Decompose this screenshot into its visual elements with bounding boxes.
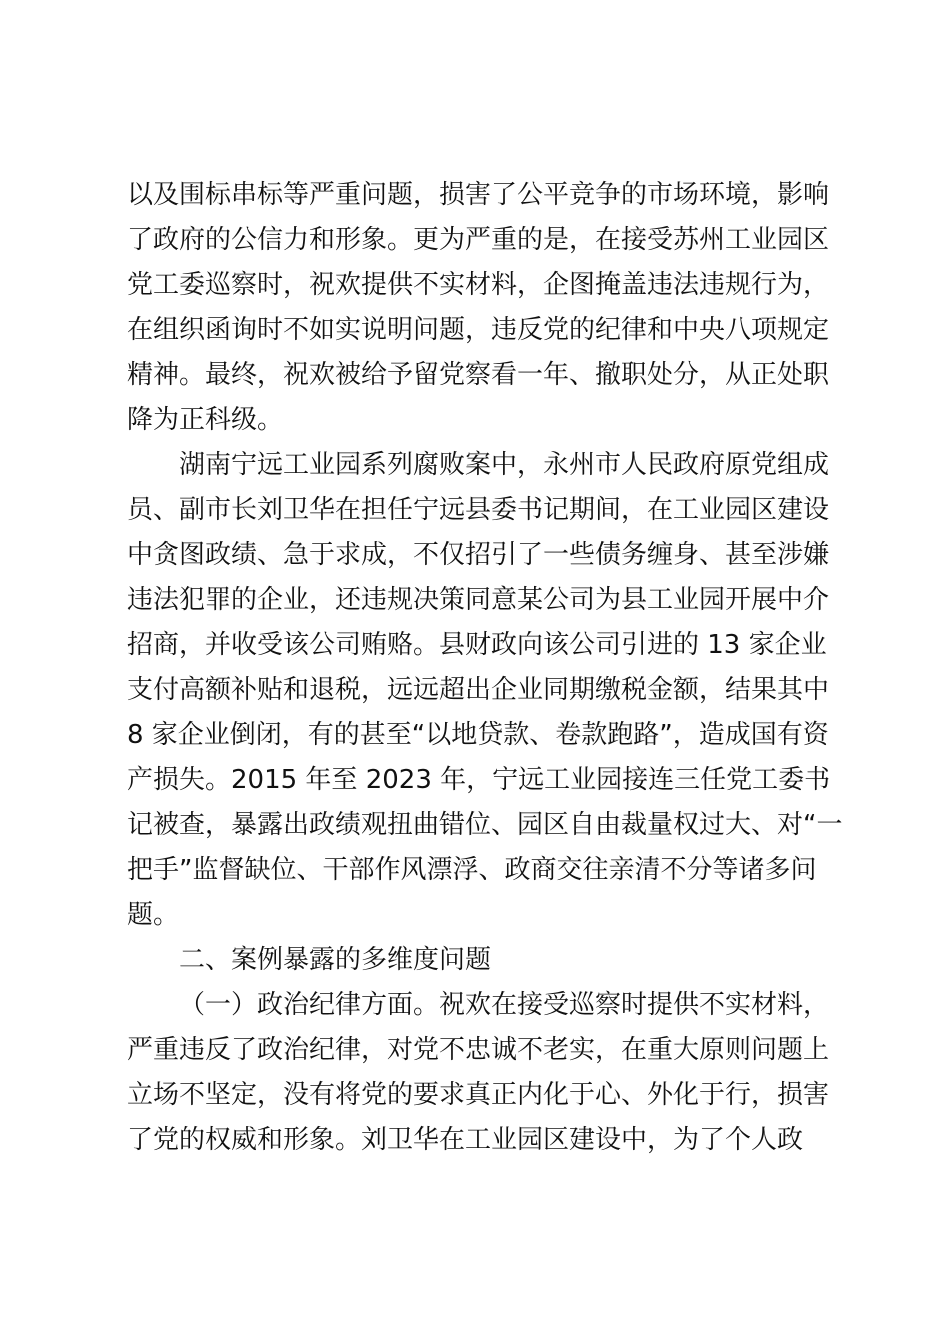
text-line: 题。 (127, 900, 180, 930)
text-line: 了政府的公信力和形象。更为严重的是，在接受苏州工业园区 (127, 225, 830, 255)
text-line: 产损失。2015 年至 2023 年，宁远工业园接连三任党工委书 (127, 765, 831, 795)
text-line: 以及围标串标等严重问题，损害了公平竞争的市场环境，影响 (127, 180, 830, 210)
section-heading: 二、案例暴露的多维度问题 (179, 945, 492, 975)
text-line: 中贪图政绩、急于求成，不仅招引了一些债务缠身、甚至涉嫌 (127, 540, 830, 570)
text-line: 精神。最终，祝欢被给予留党察看一年、撤职处分，从正处职 (127, 360, 830, 390)
text-line: 招商，并收受该公司贿赂。县财政向该公司引进的 13 家企业 (127, 630, 827, 660)
text-line: 降为正科级。 (127, 405, 284, 435)
paragraph-start-line: （一）政治纪律方面。祝欢在接受巡察时提供不实材料， (179, 990, 830, 1020)
text-line: 违法犯罪的企业，还违规决策同意某公司为县工业园开展中介 (127, 585, 830, 615)
text-line: 了党的权威和形象。刘卫华在工业园区建设中，为了个人政 (127, 1125, 804, 1155)
text-line: 员、副市长刘卫华在担任宁远县委书记期间，在工业园区建设 (127, 495, 830, 525)
text-line: 党工委巡察时，祝欢提供不实材料，企图掩盖违法违规行为， (127, 270, 830, 300)
text-line: 立场不坚定，没有将党的要求真正内化于心、外化于行，损害 (127, 1080, 830, 1110)
text-line: 把手”监督缺位、干部作风漂浮、政商交往亲清不分等诸多问 (127, 855, 817, 885)
text-line: 支付高额补贴和退税，远远超出企业同期缴税金额，结果其中 (127, 675, 830, 705)
text-line: 记被查，暴露出政绩观扭曲错位、园区自由裁量权过大、对“一 (127, 810, 843, 840)
document-body (127, 173, 843, 1163)
text-line: 严重违反了政治纪律，对党不忠诚不老实，在重大原则问题上 (127, 1035, 830, 1065)
text-line: 8 家企业倒闭，有的甚至“以地贷款、卷款跑路”，造成国有资 (127, 720, 829, 750)
paragraph-start-line: 湖南宁远工业园系列腐败案中，永州市人民政府原党组成 (179, 450, 830, 480)
text-line: 在组织函询时不如实说明问题，违反党的纪律和中央八项规定 (127, 315, 830, 345)
